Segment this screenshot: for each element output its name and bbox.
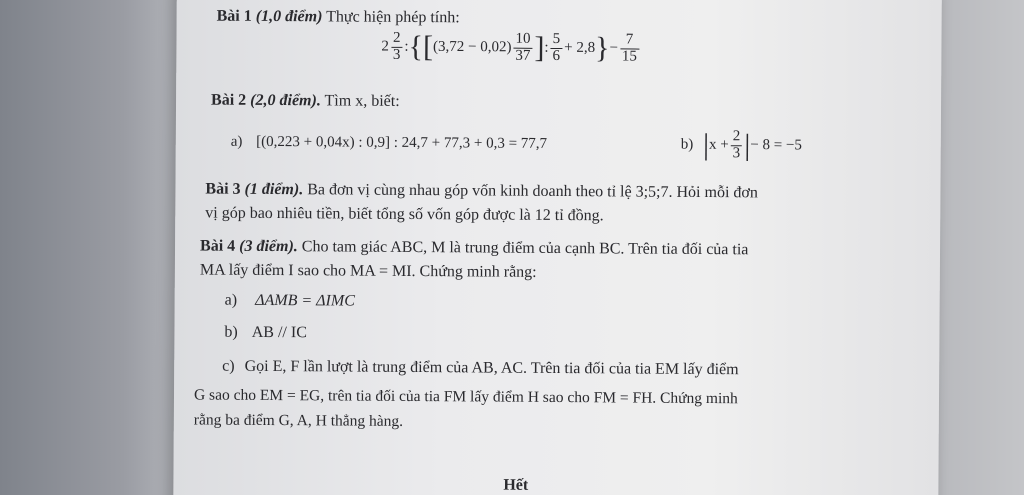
b1-frac-4-num: 7	[620, 32, 639, 49]
b1-frac-3-den: 6	[552, 47, 561, 64]
b1-bracket-close: ]	[534, 31, 545, 65]
b1-frac-2-num: 10	[513, 32, 532, 49]
b2-frac-num: 2	[731, 129, 743, 146]
b2-frac-den: 3	[732, 144, 741, 162]
b1-colon: :	[404, 38, 409, 55]
b1-plus: + 2,8	[564, 39, 596, 56]
b1-div: :	[544, 39, 549, 56]
b1-points: (1,0 điểm)	[255, 7, 323, 26]
background-edge	[934, 0, 1024, 495]
b3-line1: Ba đơn vị cùng nhau góp vốn kinh doanh theo tỉ lệ 3;5;7. Hỏi mỗi đơn	[307, 181, 758, 202]
b4-c-label: c)	[222, 357, 235, 375]
b2-a-expr: [(0,223 + 0,04x) : 0,9] : 24,7 + 77,3 + 0,3 = 77,7	[256, 133, 548, 152]
b1-frac-1-num: 2	[391, 31, 403, 48]
b4-part-a	[225, 292, 355, 311]
b1-expression	[381, 31, 641, 65]
b1-frac-2-den: 37	[515, 47, 531, 64]
b2-label: Bài 2	[211, 91, 247, 109]
b2-b-rest: − 8 = −5	[750, 137, 802, 154]
end-marker: Hết	[503, 476, 529, 494]
b1-frac-1	[391, 31, 403, 64]
b4-label: Bài 4	[199, 237, 236, 255]
b2-b-label: b)	[680, 136, 694, 153]
b2-abs-open: |	[702, 128, 710, 162]
b1-frac-1-den: 3	[392, 46, 401, 63]
b2-points: (2,0 điểm).	[250, 91, 321, 110]
b4-c-line-3: rằng ba điểm G, A, H thẳng hàng.	[193, 411, 404, 430]
b1-frac-3	[551, 32, 563, 65]
b4-line-1	[200, 238, 749, 260]
b3-line-2: vị góp bao nhiêu tiền, biết tổng số vốn góp được là 12 tỉ đồng.	[205, 204, 604, 225]
b3-points: (1 điểm).	[244, 180, 304, 199]
b2-abs-close: |	[744, 128, 751, 162]
b2-b-x: x +	[708, 136, 729, 153]
b1-brace-close: }	[594, 31, 610, 65]
b4-a-text: ΔAMB = ΔIMC	[255, 291, 355, 310]
b4-b-label: b)	[224, 323, 238, 341]
b1-whole: 2	[381, 38, 390, 55]
b4-b-text: AB // IC	[251, 323, 307, 342]
b4-a-label: a)	[224, 291, 238, 309]
b4-part-b	[224, 324, 307, 343]
b4-line-2: MA lấy điểm I sao cho MA = MI. Chứng minh rằng:	[199, 261, 537, 281]
b3-line-1	[205, 181, 758, 203]
b1-frac-2	[513, 32, 532, 65]
b2-text: Tìm x, biết:	[324, 92, 400, 110]
b4-line1: Cho tam giác ABC, M là trung điểm của cạnh BC. Trên tia đối của tia	[301, 238, 749, 259]
b2-heading	[211, 92, 400, 111]
b1-brace-open: {[	[408, 30, 434, 64]
b2-frac	[731, 129, 743, 162]
b4-c-line-2: G sao cho EM = EG, trên tia đối của tia FM lấy điểm H sao cho FM = FH. Chứng minh	[193, 386, 738, 408]
b4-c-line1: Gọi E, F lần lượt là trung điểm của AB, AC. Trên tia đối của tia EM lấy điểm	[244, 357, 739, 379]
b4-points: (3 điểm).	[239, 237, 298, 256]
b2-part-a	[231, 134, 547, 153]
exam-paper	[173, 0, 942, 495]
b3-label: Bài 3	[205, 180, 241, 198]
b1-heading	[217, 8, 460, 28]
b2-part-b	[681, 129, 802, 162]
b2-a-label: a)	[230, 133, 243, 150]
b1-frac-4-den: 15	[621, 48, 637, 65]
b1-minus: −	[609, 40, 619, 57]
b1-frac-3-num: 5	[551, 32, 563, 49]
b1-label: Bài 1	[216, 7, 252, 25]
b4-part-c-line-1	[222, 358, 739, 380]
b1-frac-4	[620, 32, 639, 65]
b1-text: Thực hiện phép tính:	[326, 8, 460, 27]
b1-inner: (3,72 − 0,02)	[432, 38, 512, 56]
